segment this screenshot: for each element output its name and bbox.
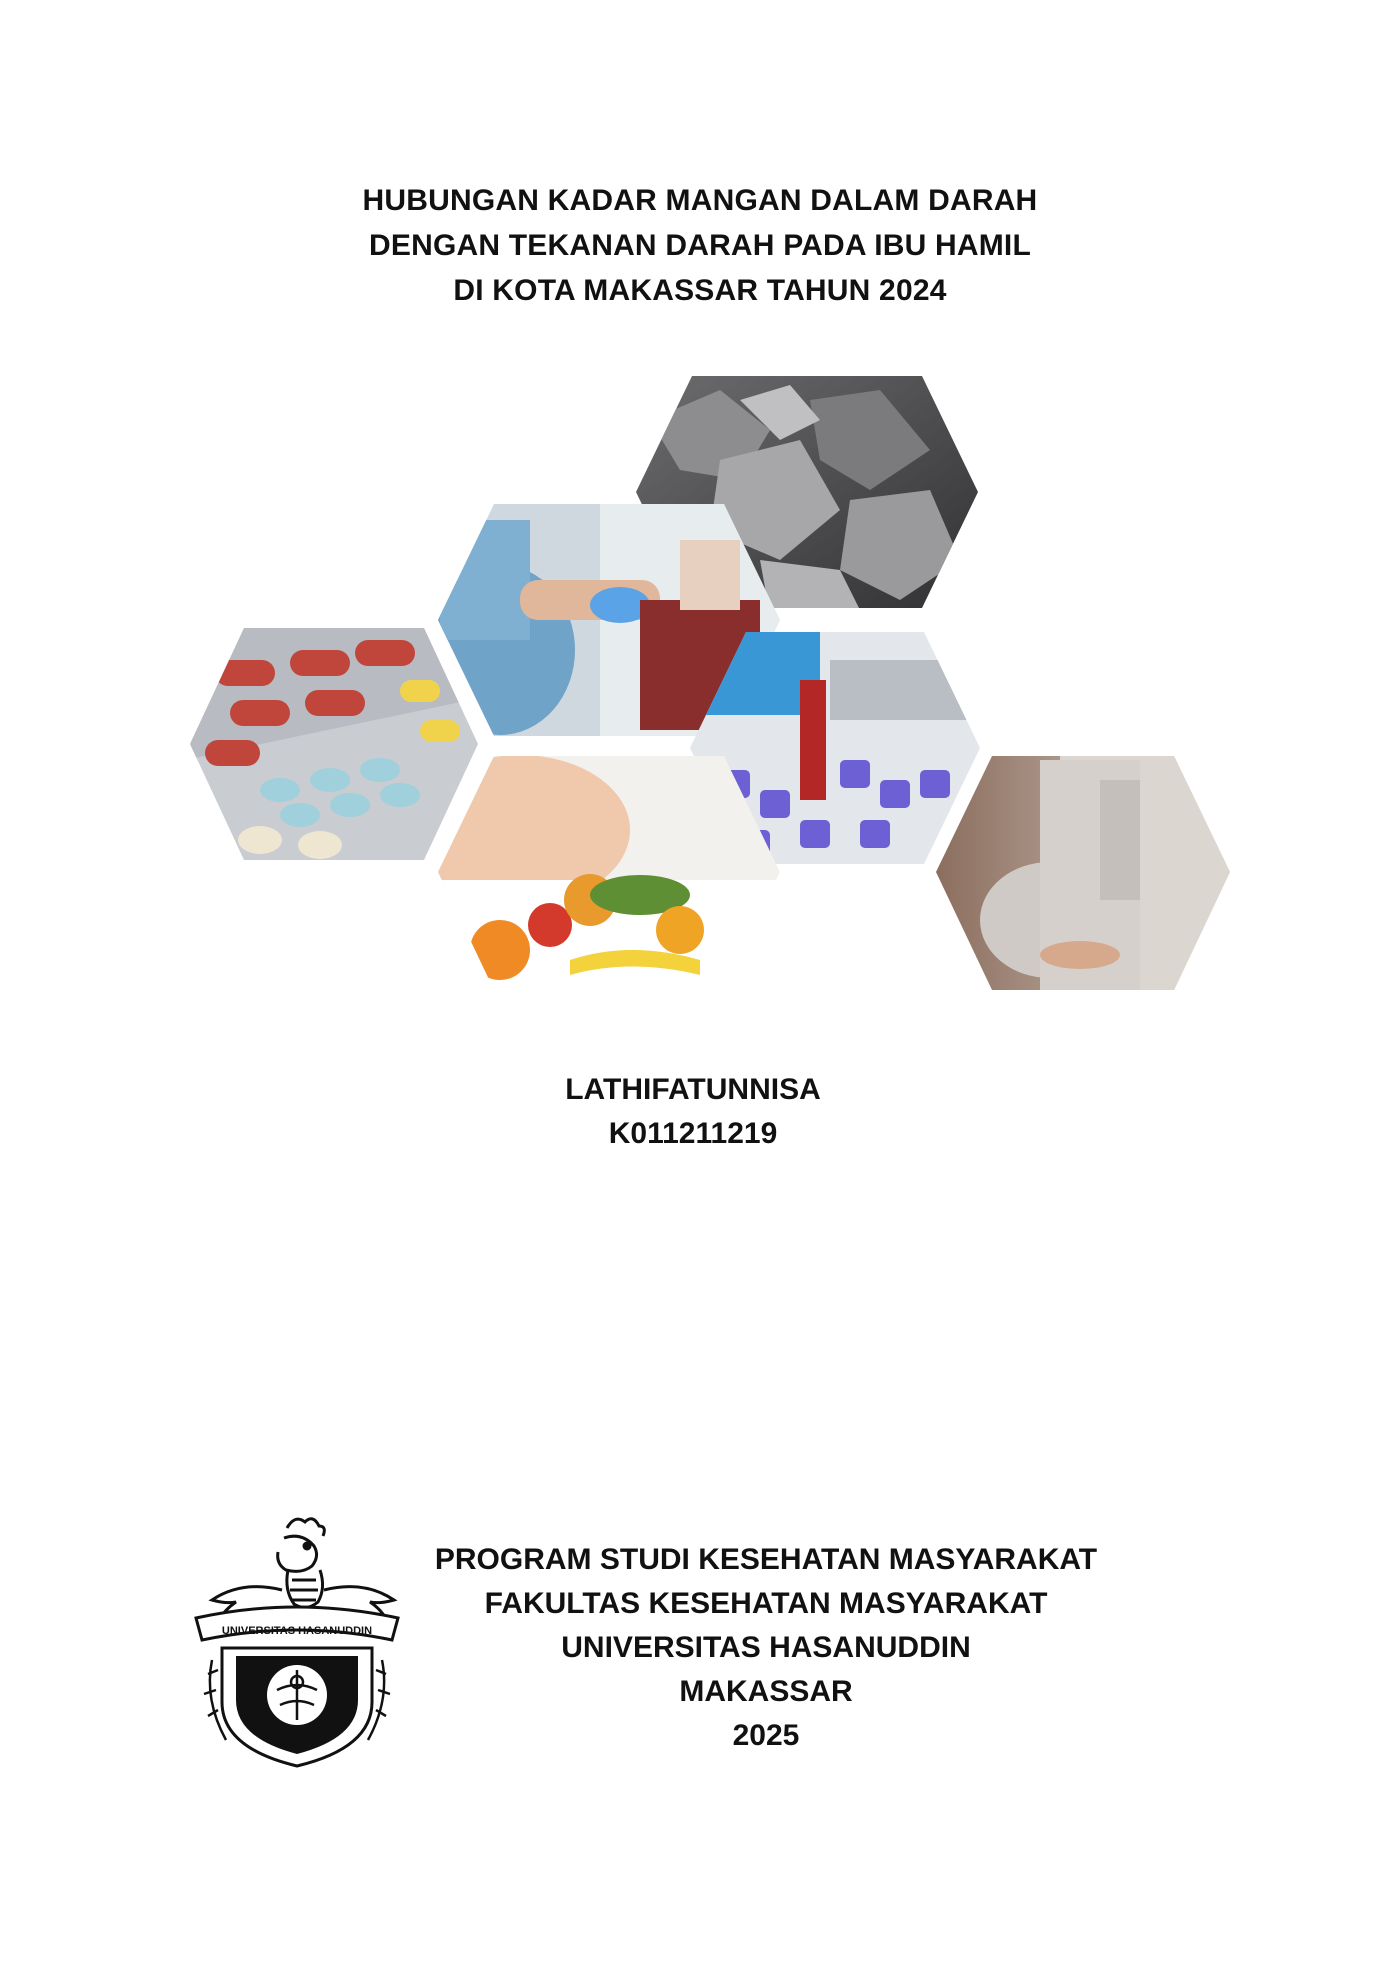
pregnant-woman-image	[930, 750, 1240, 995]
student-id: K011211219	[608, 1117, 778, 1150]
title-line-3: DI KOTA MAKASSAR TAHUN 2024	[453, 274, 947, 307]
institution-block	[376, 1538, 1156, 1758]
logo-banner-text: UNIVERSITAS HASANUDDIN	[221, 1625, 373, 1637]
author-name: LATHIFATUNNISA	[565, 1073, 821, 1106]
author-block	[443, 1068, 943, 1156]
study-program: PROGRAM STUDI KESEHATAN MASYARAKAT	[434, 1543, 1098, 1576]
year: 2025	[732, 1719, 800, 1752]
title-line-1: HUBUNGAN KADAR MANGAN DALAM DARAH	[362, 184, 1038, 217]
belly-fruit-image	[410, 750, 790, 995]
title-line-2: DENGAN TEKANAN DARAH PADA IBU HAMIL	[369, 229, 1031, 262]
faculty: FAKULTAS KESEHATAN MASYARAKAT	[484, 1587, 1048, 1620]
university-logo-icon	[192, 1510, 402, 1772]
pills-image	[185, 620, 485, 870]
university: UNIVERSITAS HASANUDDIN	[561, 1631, 971, 1664]
city: MAKASSAR	[679, 1675, 853, 1708]
